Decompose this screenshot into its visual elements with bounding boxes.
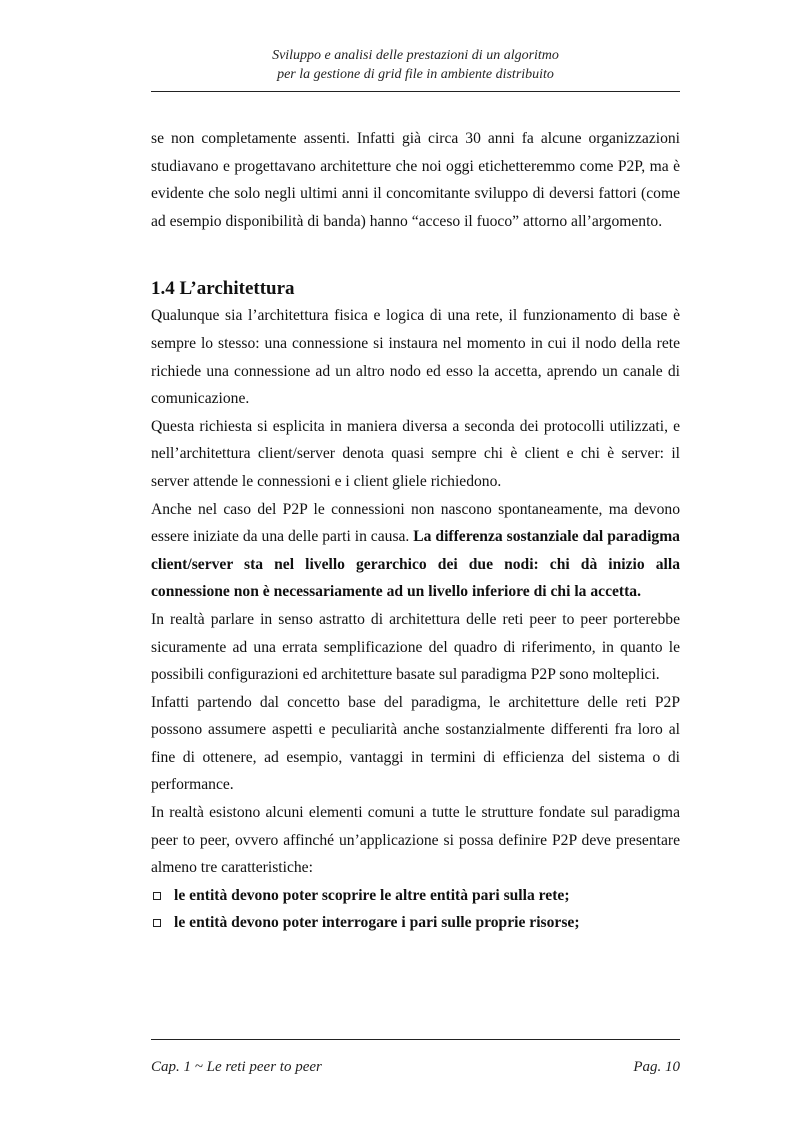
list-item — [151, 909, 680, 937]
footer-chapter: Cap. 1 ~ Le reti peer to peer — [151, 1059, 322, 1075]
paragraph-3-text: Anche nel caso del P2P le connessioni non nascono spontaneamente, ma devono essere iniziate da una delle parti in causa. — [151, 500, 680, 546]
page-number: Pag. 10 — [633, 1059, 680, 1075]
running-footer — [151, 1059, 680, 1076]
running-header — [151, 46, 680, 84]
paragraph-4: In realtà parlare in senso astratto di architettura delle reti peer to peer porterebbe sicuramente ad una errata semplificazione del quadro di riferimento, in quanto le possibili configurazioni ed architetture basate sul paradigma P2P sono molteplici. — [151, 610, 680, 684]
paragraph-5: Infatti partendo dal concetto base del paradigma, le architetture delle reti P2P possono assumere aspetti e peculiarità anche sostanzialmente differenti fra loro al fine di ottenere, ad esempio, vantaggi in termini di efficienza del sistema o di performance. — [151, 693, 680, 794]
paragraph-3-emphasis: La differenza sostanziale dal paradigma client/server sta nel livello gerarchico dei due nodi: chi dà inizio alla connessione non è necessariamente ad un livello inferiore di chi la accetta. — [151, 528, 680, 601]
section-heading: 1.4 L’architettura — [151, 278, 295, 300]
header-line-1: Sviluppo e analisi delle prestazioni di un algoritmo — [272, 48, 559, 63]
paragraph-1: Qualunque sia l’architettura fisica e logica di una rete, il funzionamento di base è sempre lo stesso: una connessione si instaura nel momento in cui il nodo della rete richiede una connessione ad un altro nodo ed esso la accetta, aprendo un canale di comunicazione. — [151, 307, 680, 408]
requirements-list — [151, 882, 680, 937]
paragraph-2: Questa richiesta si esplicita in maniera diversa a seconda dei protocolli utilizzati, e nell’architettura client/server denota quasi sempre chi è client e chi è server: il server attende le connessioni e i client gliele richiedono. — [151, 417, 680, 490]
header-line-2: per la gestione di grid file in ambiente distribuito — [277, 67, 554, 82]
page-body — [151, 125, 680, 937]
square-bullet-icon — [153, 892, 161, 900]
list-item — [151, 882, 680, 910]
square-bullet-icon — [153, 919, 161, 927]
list-item-text: le entità devono poter interrogare i pari sulle proprie risorse; — [174, 914, 580, 932]
list-item-text: le entità devono poter scoprire le altre entità pari sulla rete; — [174, 886, 570, 904]
footer-divider — [151, 1039, 680, 1040]
paragraph-3 — [151, 496, 680, 606]
header-divider — [151, 91, 680, 92]
intro-paragraph: se non completamente assenti. Infatti già circa 30 anni fa alcune organizzazioni studiavano e progettavano architetture che noi oggi etichetteremmo come P2P, ma è evidente che solo negli ultimi anni il concomitante sviluppo di deversi fattori (come ad esempio disponibilità di banda) hanno “acceso il fuoco” attorno all’argomento. — [151, 130, 680, 230]
paragraph-6: In realtà esistono alcuni elementi comuni a tutte le strutture fondate sul paradigma peer to peer, ovvero affinché un’applicazione si possa definire P2P deve presentare almeno tre caratteristiche: — [151, 804, 680, 877]
